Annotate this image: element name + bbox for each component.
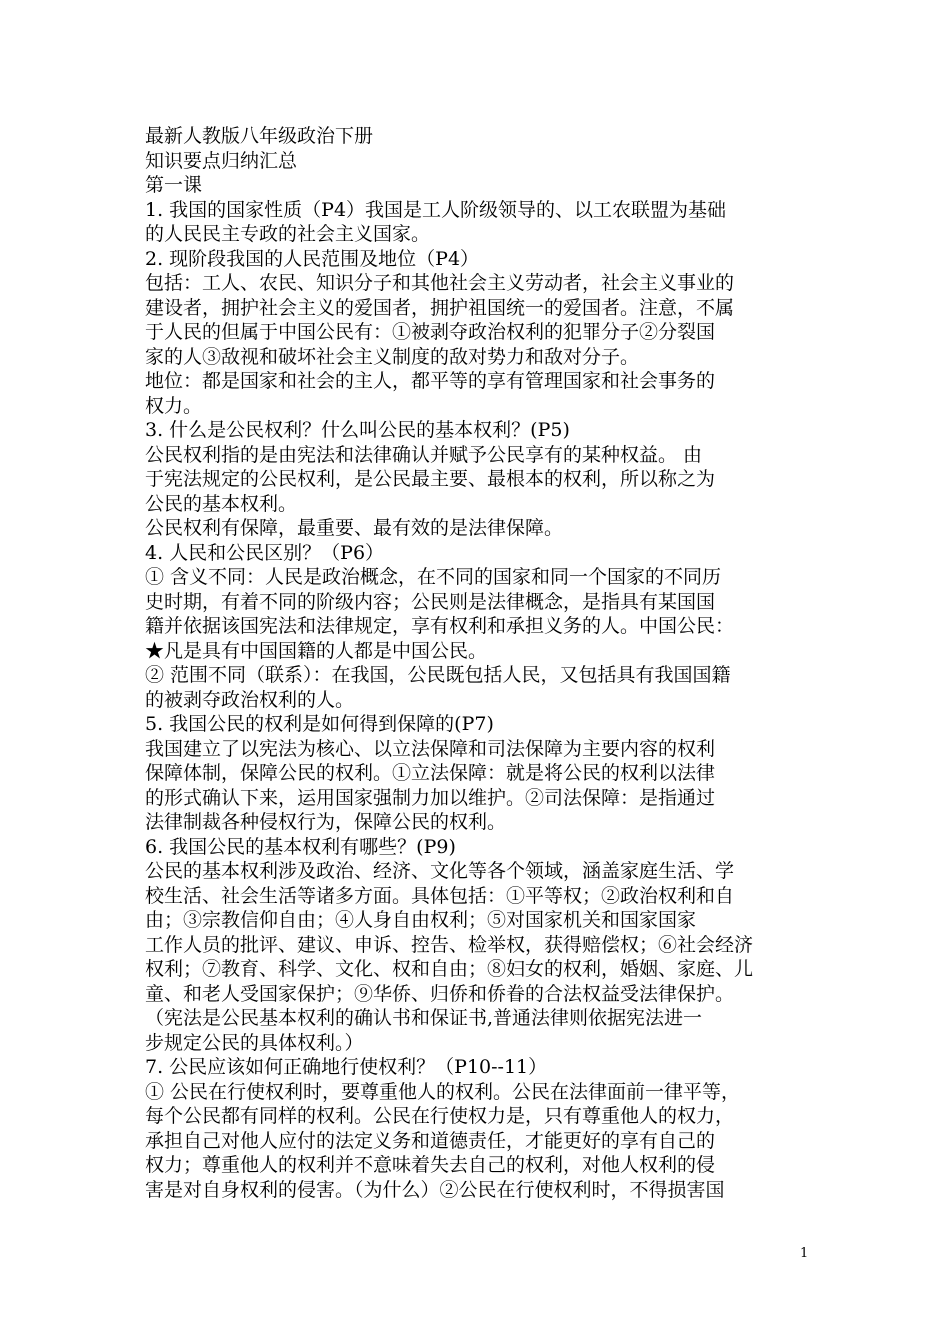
text-line: 法律制裁各种侵权行为，保障公民的权利。 xyxy=(145,811,507,833)
text-line: 害是对自身权利的侵害。（为什么）②公民在行使权利时，不得损害国 xyxy=(145,1178,725,1201)
document-body xyxy=(145,124,815,1202)
text-line: 包括：工人、农民、知识分子和其他社会主义劳动者，社会主义事业的 xyxy=(145,272,735,294)
text-line: 公民的基本权利。 xyxy=(145,492,298,515)
text-line: 知识要点归纳汇总 xyxy=(145,149,298,172)
text-line: 第一课 xyxy=(145,174,203,196)
page-number: 1 xyxy=(800,1246,809,1261)
text-line: 由；③宗教信仰自由；④人身自由权利；⑤对国家机关和国家国家 xyxy=(145,909,697,931)
text-line: 每个公民都有同样的权利。公民在行使权力是，只有尊重他人的权力， xyxy=(145,1105,735,1127)
text-line: 于宪法规定的公民权利，是公民最主要、最根本的权利，所以称之为 xyxy=(145,468,716,490)
text-line: 的被剥夺政治权利的人。 xyxy=(145,688,355,711)
text-line: 权利；⑦教育、科学、文化、权和自由；⑧妇女的权利，婚姻、家庭、儿 xyxy=(145,958,754,980)
text-line: 公民权利指的是由宪法和法律确认并赋予公民享有的某种权益。 由 xyxy=(145,443,703,466)
text-line: ② 范围不同（联系）：在我国，公民既包括人民，又包括具有我国国籍 xyxy=(145,664,731,686)
text-line: 家的人③敌视和破坏社会主义制度的敌对势力和敌对分子。 xyxy=(145,345,640,368)
text-line: 权力。 xyxy=(145,394,203,417)
text-line: ★凡是具有中国国籍的人都是中国公民。 xyxy=(145,639,488,662)
text-line: 7. 公民应该如何正确地行使权利？（P10--11） xyxy=(145,1056,548,1078)
text-line: 校生活、社会生活等诸多方面。具体包括：①平等权；②政治权利和自 xyxy=(145,884,735,907)
text-line: 的人民民主专政的社会主义国家。 xyxy=(145,223,431,245)
text-line: 承担自己对他人应付的法定义务和道德责任，才能更好的享有自己的 xyxy=(145,1129,716,1152)
text-line: 工作人员的批评、建议、申诉、控告、检举权，获得赔偿权；⑥社会经济 xyxy=(145,933,754,956)
text-line: 的形式确认下来，运用国家强制力加以维护。②司法保障：是指通过 xyxy=(145,786,716,809)
text-line: 于人民的但属于中国公民有：①被剥夺政治权利的犯罪分子②分裂国 xyxy=(145,321,716,343)
text-line: 公民权利有保障，最重要、最有效的是法律保障。 xyxy=(145,517,564,539)
text-line: 2. 现阶段我国的人民范围及地位（P4） xyxy=(145,247,480,270)
text-line: ① 公民在行使权利时，要尊重他人的权利。公民在法律面前一律平等， xyxy=(145,1080,741,1103)
text-line: 建设者，拥护社会主义的爱国者，拥护祖国统一的爱国者。注意，不属 xyxy=(145,296,735,319)
text-line: ① 含义不同：人民是政治概念，在不同的国家和同一个国家的不同历 xyxy=(145,566,722,588)
text-line: 5. 我国公民的权利是如何得到保障的(P7) xyxy=(145,713,494,735)
text-line: 我国建立了以宪法为核心、以立法保障和司法保障为主要内容的权利 xyxy=(145,737,716,760)
text-line: 3. 什么是公民权利？什么叫公民的基本权利？(P5) xyxy=(145,419,570,441)
text-line: 保障体制，保障公民的权利。①立法保障：就是将公民的权利以法律 xyxy=(145,762,716,784)
text-line: 公民的基本权利涉及政治、经济、文化等各个领域，涵盖家庭生活、学 xyxy=(145,860,735,882)
text-line: 4. 人民和公民区别？（P6） xyxy=(145,541,385,564)
text-line: 1. 我国的国家性质（P4）我国是工人阶级领导的、以工农联盟为基础 xyxy=(145,198,727,221)
text-line: 步规定公民的具体权利。） xyxy=(145,1031,364,1054)
text-line: 6. 我国公民的基本权利有哪些？(P9) xyxy=(145,835,456,858)
text-line: 史时期，有着不同的阶级内容；公民则是法律概念，是指具有某国国 xyxy=(145,590,716,613)
text-line: 最新人教版八年级政治下册 xyxy=(145,125,374,147)
text-line: （宪法是公民基本权利的确认书和保证书,普通法律则依据宪法进一 xyxy=(145,1007,703,1029)
text-line: 籍并依据该国宪法和法律规定，享有权利和承担义务的人。中国公民： xyxy=(145,615,735,637)
text-line: 权力；尊重他人的权利并不意味着失去自己的权利，对他人权利的侵 xyxy=(145,1154,716,1176)
text-line: 地位：都是国家和社会的主人，都平等的享有管理国家和社会事务的 xyxy=(145,370,716,392)
text-line: 童、和老人受国家保护；⑨华侨、归侨和侨眷的合法权益受法律保护。 xyxy=(145,982,735,1005)
